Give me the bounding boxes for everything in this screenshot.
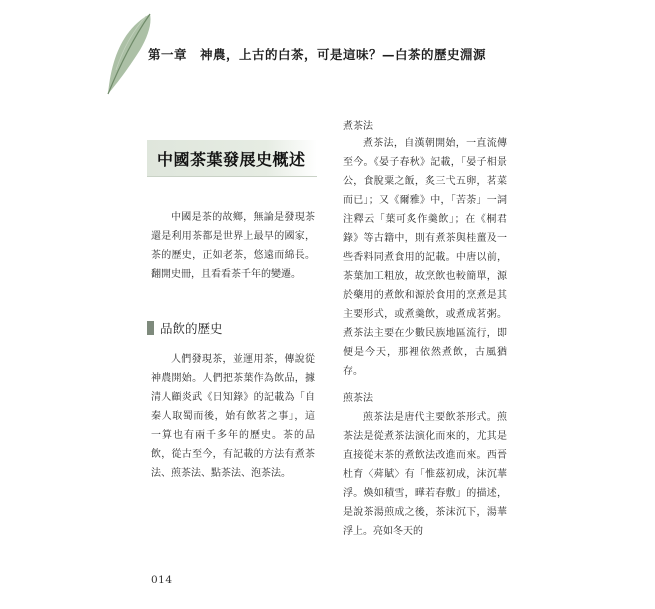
- zhu-cha-heading: 煮茶法: [343, 121, 373, 132]
- intro-paragraph: 中國是茶的故鄉，無論是發現茶還是利用茶都是世界上最早的國家，茶的歷史，正如老茶，悠遠而綿長。翻開史冊，且看看茶千年的變遷。: [151, 212, 315, 280]
- subsection-heading: [147, 319, 223, 337]
- subsection-title: 品飲的歷史: [160, 321, 223, 336]
- heading-marker: [147, 321, 154, 335]
- jian-cha-heading: 煎茶法: [343, 393, 373, 404]
- page-number: 014: [151, 574, 173, 586]
- zhu-cha-paragraph: 煮茶法，自漢朝開始，一直流傳至今。《晏子春秋》記載，「晏子相景公，食脫粟之飯，炙三弋五卵，茗菜而已」；又《爾雅》中，「苦荼」一詞注釋云「葉可炙作羹飲」；在《桐君錄》等古籍中，則有煮茶與桂薑及一些香料同煮食用的記載。中唐以前，茶葉加工粗放，故烹飲也較簡單，源於藥用的煮飲和源於食用的烹煮是其主要形式，或煮羹飲，或煮成茗粥。煮茶法主要在少數民族地區流行，即便是今天，那裡依然煮飲，古風猶存。: [343, 138, 507, 377]
- jian-cha-paragraph: 煎茶法是唐代主要飲茶形式。煎茶法是從煮茶法演化而來的，尤其是直接從末茶的煮飲法改進而來。西晉杜育〈荈賦〉有「惟茲初成，沫沉華浮。煥如積雪，曄若春敷」的描述，是說茶湯煎成之後，茶沫沉下，湯華浮上。亮如冬天的: [343, 412, 507, 537]
- chapter-title: 第一章 神農，上古的白茶，可是這味？—白茶的歷史淵源: [148, 47, 487, 62]
- drinking-history-paragraph: 人們發現茶，並運用茶，傳說從神農開始。人們把茶葉作為飲品，據清人顧炎武《日知錄》的記載為「自秦人取蜀而後，始有飲茗之事」，這一算也有兩千多年的歷史。茶的品飲，從古至今，有記載的方法有煮茶法、煎茶法、點茶法、泡茶法。: [151, 354, 315, 479]
- section-title-banner: [147, 140, 317, 177]
- section-title: 中國茶葉發展史概述: [157, 150, 306, 169]
